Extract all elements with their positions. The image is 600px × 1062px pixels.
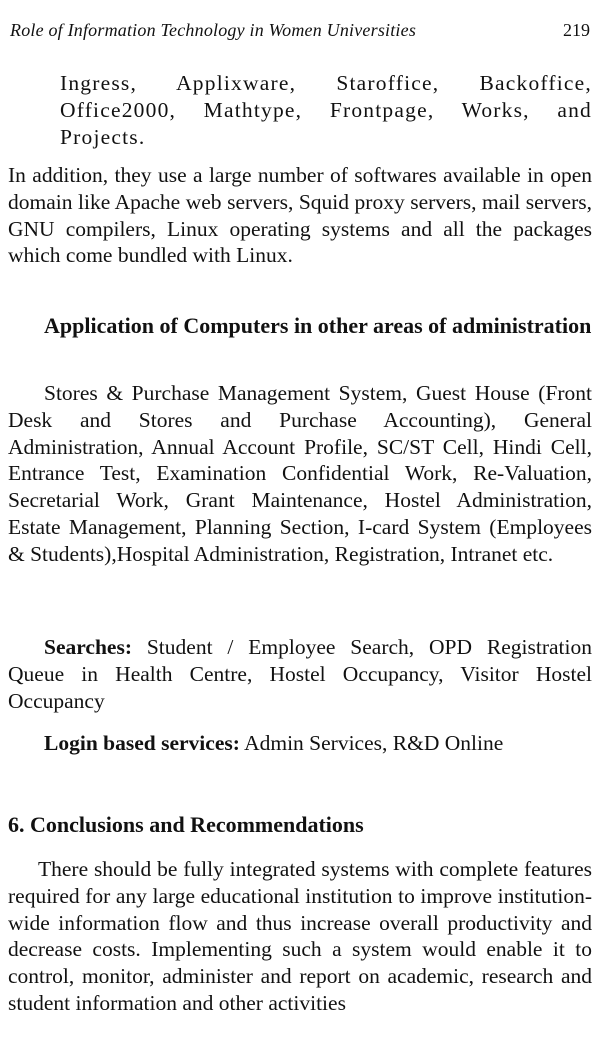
searches-text: Student / Employee Search, OPD Registration Queue in Health Centre, Hostel Occupancy, Visitor Hostel Occupancy: [8, 635, 592, 713]
running-head: [10, 20, 590, 46]
open-domain-paragraph: In addition, they use a large number of softwares available in open domain like Apache web servers, Squid proxy servers, mail servers, GNU compilers, Linux operating systems and all the packages which come bundled with Linux.: [8, 163, 592, 268]
software-list-continuation: Ingress, Applixware, Staroffice, Backoffice, Office2000, Mathtype, Frontpage, Works, and Projects.: [60, 71, 592, 149]
searches-label: Searches:: [44, 635, 132, 659]
login-services-paragraph: [8, 730, 592, 757]
login-services-label: Login based services:: [44, 731, 240, 755]
application-heading: Application of Computers in other areas of administration: [44, 313, 592, 338]
page-number: 219: [563, 20, 590, 40]
conclusion-paragraph: There should be fully integrated systems with complete features required for any large educational institution to improve institution-wide information flow and thus increase overall productivity and decrease costs. Implementing such a system would enable it to control, monitor, administer and report on academic, research and student information and other activities: [8, 857, 592, 1015]
login-services-text: Admin Services, R&D Online: [239, 731, 504, 755]
application-paragraph: Stores & Purchase Management System, Guest House (Front Desk and Stores and Purchase Accounting), General Administration, Annual Account Profile, SC/ST Cell, Hindi Cell, Entrance Test, Examination Confidential Work, Re-Valuation, Secretarial Work, Grant Maintenance, Hostel Administration, Estate Management, Planning Section, I-card System (Employees & Students),Hospital Administration, Registration, Intranet etc.: [8, 381, 592, 566]
running-title: Role of Information Technology in Women Universities: [10, 20, 417, 40]
searches-paragraph: [8, 634, 592, 714]
section-heading: 6. Conclusions and Recommendations: [8, 812, 364, 837]
